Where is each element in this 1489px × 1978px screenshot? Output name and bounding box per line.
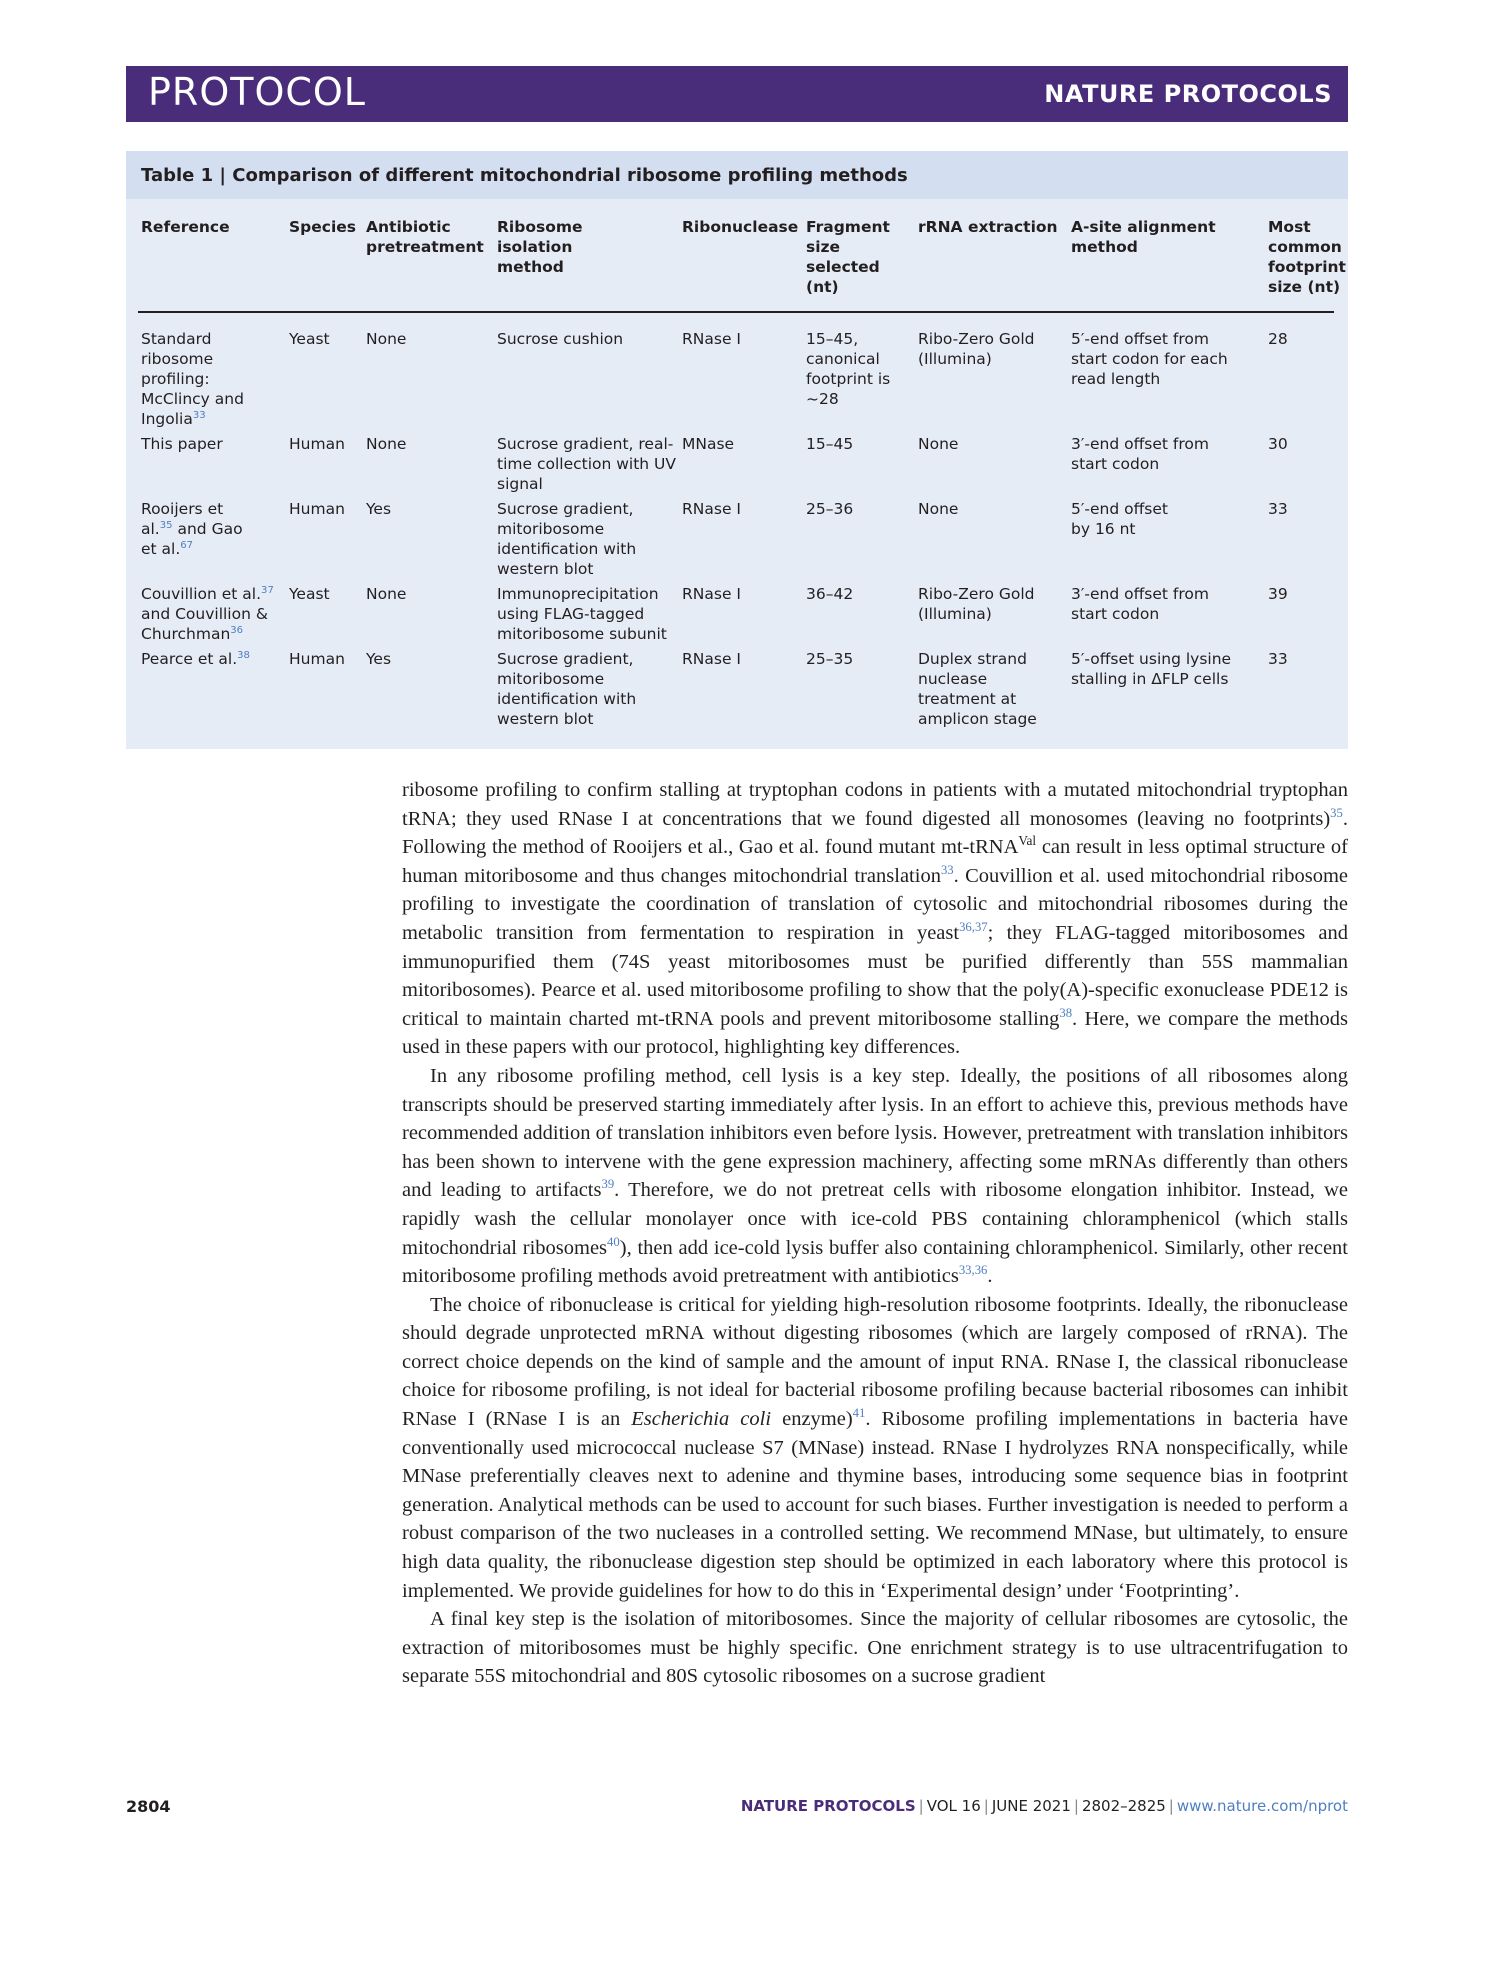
footer-citation: NATURE PROTOCOLS | VOL 16 | JUNE 2021 | 2802–2825 | www.nature.com/nprot [740, 1797, 1348, 1815]
col-header-rrna: rRNA extraction [918, 218, 1058, 236]
col-header-footprint: Most common footprint size (nt) [1268, 218, 1346, 296]
footer-url[interactable]: www.nature.com/nprot [1176, 1797, 1348, 1815]
table-row-1-antibiotic: None [366, 330, 407, 348]
table-row-1-rrna: Ribo-Zero Gold (Illumina) [918, 330, 1035, 368]
table-row-5-fragment: 25–35 [806, 650, 854, 668]
table-row-2-reference: This paper [141, 435, 223, 453]
table-row-1-isolation: Sucrose cushion [497, 330, 624, 348]
table-row-3-antibiotic: Yes [366, 500, 392, 518]
table-row-3-species: Human [289, 500, 345, 518]
table-row-2-species: Human [289, 435, 345, 453]
table-row-4-antibiotic: None [366, 585, 407, 603]
table-row-2-asite: 3′-end offset from start codon [1071, 435, 1209, 473]
footer-date: JUNE 2021 [991, 1797, 1071, 1815]
body-text [402, 776, 1348, 1691]
table-row-4-species: Yeast [289, 585, 330, 603]
footer-journal: NATURE PROTOCOLS [740, 1797, 916, 1815]
table-row-2-rrna: None [918, 435, 959, 453]
table-row-5-asite: 5′-offset using lysine stalling in ΔFLP cells [1071, 650, 1232, 688]
col-header-fragment: Fragment size selected (nt) [806, 218, 890, 296]
col-header-asite: A-site alignment method [1071, 218, 1216, 256]
table-row-3-ribonuclease: RNase I [682, 500, 741, 518]
table-row-4-rrna: Ribo-Zero Gold (Illumina) [918, 585, 1035, 623]
col-header-ribonuclease: Ribonuclease [682, 218, 799, 236]
comparison-table [126, 151, 1348, 749]
table-row-3-footprint: 33 [1268, 500, 1288, 518]
table-row-1-species: Yeast [289, 330, 330, 348]
table-row-5-reference: Pearce et al.$^{38}$ [141, 649, 250, 668]
table-row-2-footprint: 30 [1268, 435, 1288, 453]
col-header-isolation: Ribosome isolation method [497, 218, 583, 276]
header-bar [126, 66, 1348, 122]
col-header-antibiotic: Antibiotic pretreatment [366, 218, 484, 256]
paragraph-4: A final key step is the isolation of mitoribosomes. Since the majority of cellular ribosomes are cytosolic, the extraction of mitoribosomes must be highly specific. One enrichment strategy is to use ultracentrifugation to separate 55S mitochondrial and 80S cytosolic ribosomes on a sucrose gradient [402, 1608, 1348, 1688]
col-header-species: Species [289, 218, 357, 236]
table-row-4-asite: 3′-end offset from start codon [1071, 585, 1209, 623]
table-row-1-asite: 5′-end offset from start codon for each read length [1071, 330, 1228, 388]
table-title [141, 165, 908, 186]
table-row-1-reference: Standard ribosome profiling: McClincy and Ingolia$^{33}$ [141, 330, 244, 428]
section-label: PROTOCOL [148, 70, 366, 114]
paragraph-1: ribosome profiling to confirm stalling at tryptophan codons in patients with a mutated mitochondrial tryptophan tRNA; they used RNase I at concentrations that we found digested all monosomes (leaving no footprints)$^{35}$. Following the method of Rooijers et al., Gao et al. found mutant mt-tRNA$^{Val}$ can result in less optimal structure of human mitoribosome and thus changes mitochondrial translation$^{33}$. Couvillion et al. used mitochondrial ribosome profiling to investigate the coordination of translation of cytosolic and mitochondrial ribosomes during the metabolic transition from fermentation to respiration in yeast$^{36,37}$; they FLAG-tagged mitoribosomes and immunopurified them (74S yeast mitoribosomes must be purified differently than 55S mammalian mitoribosomes). Pearce et al. used mitoribosome profiling to show that the poly(A)-specific exonuclease PDE12 is critical to maintain charted mt-tRNA pools and prevent mitoribosome stalling$^{38}$. Here, we compare the methods used in these papers with our protocol, highlighting key differences. [402, 779, 1349, 1059]
table-row-3-rrna: None [918, 500, 959, 518]
table-row-1-footprint: 28 [1268, 330, 1288, 348]
table-row-2-ribonuclease: MNase [682, 435, 735, 453]
page-number: 2804 [126, 1797, 171, 1816]
table-row-4-reference: Couvillion et al.$^{37}$ and Couvillion & Churchman$^{36}$ [141, 584, 274, 643]
table-row-3-asite: 5′-end offset by 16 nt [1071, 500, 1168, 538]
table-row-3-isolation: Sucrose gradient, mitoribosome identification with western blot [497, 500, 637, 578]
table-row-4-footprint: 39 [1268, 585, 1288, 603]
table-row-5-species: Human [289, 650, 345, 668]
header-rule [138, 311, 1334, 313]
table-row-4-isolation: Immunoprecipitation using FLAG-tagged mitoribosome subunit [497, 585, 667, 643]
footer-volume: VOL 16 [926, 1797, 981, 1815]
table-row-1-fragment: 15–45, canonical footprint is ~28 [806, 330, 891, 408]
table-title-band [126, 151, 1348, 199]
table-title-prefix: Table 1 | [141, 165, 226, 186]
table-row-5-footprint: 33 [1268, 650, 1288, 668]
journal-name: NATURE PROTOCOLS [1044, 80, 1332, 108]
table-row-5-isolation: Sucrose gradient, mitoribosome identification with western blot [497, 650, 637, 728]
table-row-2-antibiotic: None [366, 435, 407, 453]
table-row-4-fragment: 36–42 [806, 585, 854, 603]
table-row-2-isolation: Sucrose gradient, real-time collection with UV signal [497, 435, 676, 493]
table-row-5-rrna: Duplex strand nuclease treatment at amplicon stage [918, 650, 1037, 728]
footer-pages: 2802–2825 [1081, 1797, 1166, 1815]
paragraph-2: In any ribosome profiling method, cell lysis is a key step. Ideally, the positions of all ribosomes along transcripts should be preserved starting immediately after lysis. In an effort to achieve this, previous methods have recommended addition of translation inhibitors even before lysis. However, pretreatment with translation inhibitors has been shown to intervene with the gene expression machinery, affecting some mRNAs differently than others and leading to artifacts$^{39}$. Therefore, we do not pretreat cells with ribosome elongation inhibitor. Instead, we rapidly wash the cellular monolayer once with ice-cold PBS containing chloramphenicol (which stalls mitochondrial ribosomes$^{40}$), then add ice-cold lysis buffer also containing chloramphenicol. Similarly, other recent mitoribosome profiling methods avoid pretreatment with antibiotics$^{33,36}$. [402, 1064, 1349, 1288]
table-title-text: Comparison of different mitochondrial ribosome profiling methods [232, 165, 908, 186]
table-row-3-reference: Rooijers et al.$^{35}$ and Gao et al.$^{67}$ [141, 500, 243, 558]
table-row-5-ribonuclease: RNase I [682, 650, 741, 668]
table-row-2-fragment: 15–45 [806, 435, 854, 453]
table-row-1-ribonuclease: RNase I [682, 330, 741, 348]
table-row-3-fragment: 25–36 [806, 500, 854, 518]
paragraph-3: The choice of ribonuclease is critical for yielding high-resolution ribosome footprints. Ideally, the ribonuclease should degrade unprotected mRNA without digesting ribosomes (which are largely composed of rRNA). The correct choice depends on the kind of sample and the amount of input RNA. RNase I, the classical ribonuclease choice for ribosome profiling, is not ideal for bacterial ribosome profiling because bacterial ribosomes can inhibit RNase I (RNase I is an Escherichia coli enzyme)$^{41}$. Ribosome profiling implementations in bacteria have conventionally used micrococcal nuclease S7 (MNase) instead. RNase I hydrolyzes RNA nonspecifically, while MNase preferentially cleaves next to adenine and thymine bases, introducing some sequence bias in footprint generation. Analytical methods can be used to account for such biases. Further investigation is needed to perform a robust comparison of the two nucleases in a controlled setting. We recommend MNase, but ultimately, to ensure high data quality, the ribonuclease digestion step should be optimized in each laboratory where this protocol is implemented. We provide guidelines for how to do this in ‘Experimental design’ under ‘Footprinting’. [402, 1293, 1348, 1602]
table-row-4-ribonuclease: RNase I [682, 585, 741, 603]
table-row-5-antibiotic: Yes [366, 650, 392, 668]
col-header-reference: Reference [141, 218, 230, 236]
